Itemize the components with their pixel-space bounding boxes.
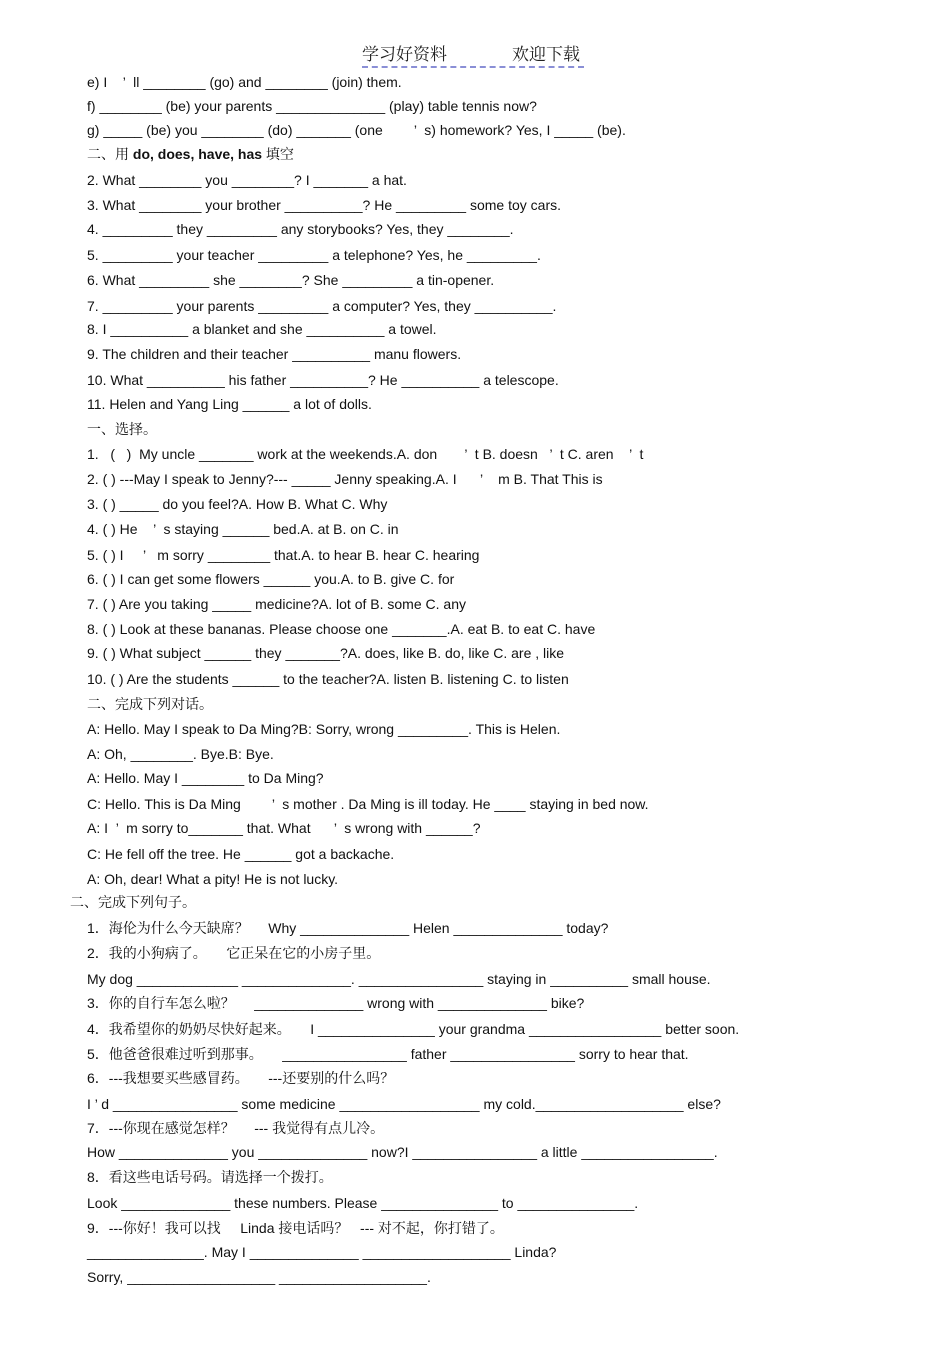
- line-text: Look ______________ these numbers. Please _______________ to _______________.: [87, 1195, 639, 1211]
- worksheet-line: [87, 720, 560, 738]
- line-text: e) I ’ ll ________ (go) and ________ (join) them.: [87, 74, 402, 90]
- line-text: 3. ( ) _____ do you feel?A. How B. What C. Why: [87, 496, 388, 512]
- line-text: 9. The children and their teacher __________ manu flowers.: [87, 346, 462, 362]
- line-text: 4. ( ) He ’ s staying ______ bed.A. at B. on C. in: [87, 521, 399, 537]
- worksheet-line: [87, 520, 399, 538]
- line-text: I ’ d ________________ some medicine __________________ my cold.___________________ else?: [87, 1096, 721, 1112]
- page-header: [362, 40, 584, 68]
- line-text: 二、完成下列句子。: [70, 894, 196, 910]
- worksheet-line: [87, 1168, 333, 1186]
- line-text: 二、完成下列对话。: [87, 696, 213, 712]
- line-text: 7. _________ your parents _________ a computer? Yes, they __________.: [87, 298, 557, 314]
- worksheet-line: [87, 644, 564, 662]
- worksheet-line: [87, 670, 569, 688]
- line-text: How ______________ you ______________ now?I ________________ a little _________________.: [87, 1144, 718, 1160]
- worksheet-line: [87, 445, 643, 463]
- line-text: 5．他爸爸很难过听到那事。 ________________ father ________________ sorry to hear that.: [87, 1046, 689, 1062]
- worksheet-line: [87, 1219, 504, 1237]
- worksheet-line: [87, 795, 649, 813]
- line-text: C: Hello. This is Da Ming ’ s mother . Da Ming is ill today. He ____ staying in bed now.: [87, 796, 649, 812]
- line-text: 5. ( ) I ’ m sorry ________ that.A. to hear B. hear C. hearing: [87, 547, 480, 563]
- worksheet-line: [87, 73, 402, 91]
- worksheet-line: [87, 994, 584, 1012]
- line-text: 2. What ________ you ________? I _______ a hat.: [87, 172, 407, 188]
- line-text: My dog _____________ ______________. ________________ staying in __________ small house.: [87, 971, 711, 987]
- line-text: 10. ( ) Are the students ______ to the teacher?A. listen B. listening C. to listen: [87, 671, 569, 687]
- line-text: A: Hello. May I speak to Da Ming?B: Sorry, wrong _________. This is Helen.: [87, 721, 561, 737]
- line-text: A: Hello. May I ________ to Da Ming?: [87, 770, 324, 786]
- worksheet-line: [87, 769, 324, 787]
- line-text: 7．---你现在感觉怎样？ --- 我觉得有点儿冷。: [87, 1120, 385, 1136]
- line-text-suffix: 填空: [262, 146, 294, 162]
- line-text: 4. _________ they _________ any storybooks? Yes, they ________.: [87, 221, 514, 237]
- worksheet-line: [87, 845, 394, 863]
- worksheet-line: [87, 371, 559, 389]
- worksheet-line: [87, 297, 556, 315]
- worksheet-line: [87, 745, 274, 763]
- worksheet-line: [87, 271, 494, 289]
- worksheet-line: [87, 870, 338, 888]
- line-text: 8. I __________ a blanket and she __________ a towel.: [87, 321, 437, 337]
- worksheet-line: [87, 970, 711, 988]
- worksheet-line: [87, 1069, 394, 1087]
- line-text: _______________. May I ______________ ___________________ Linda?: [87, 1244, 557, 1260]
- line-text: 2. ( ) ---May I speak to Jenny?--- _____ Jenny speaking.A. I ’ m B. That This is: [87, 471, 603, 487]
- worksheet-line: [87, 196, 561, 214]
- worksheet-line: [87, 1119, 384, 1137]
- line-text: 9．---你好！我可以找 Linda 接电话吗？ --- 对不起，你打错了。: [87, 1220, 504, 1236]
- worksheet-line: [87, 1268, 431, 1286]
- worksheet-line: [87, 546, 479, 564]
- header-right-text: 欢迎下载: [512, 45, 580, 65]
- line-text: 5. _________ your teacher _________ a telephone? Yes, he _________.: [87, 247, 541, 263]
- line-text: A: Oh, ________. Bye.B: Bye.: [87, 746, 274, 762]
- line-text: 3. What ________ your brother __________? He _________ some toy cars.: [87, 197, 561, 213]
- line-text: 8. ( ) Look at these bananas. Please choose one _______.A. eat B. to eat C. have: [87, 621, 596, 637]
- worksheet-line: [87, 121, 626, 139]
- line-text: A: Oh, dear! What a pity! He is not lucky.: [87, 871, 339, 887]
- line-text: 一、选择。: [87, 421, 157, 437]
- line-text: 3．你的自行车怎么啦？ ______________ wrong with ______________ bike?: [87, 995, 585, 1011]
- line-text: C: He fell off the tree. He ______ got a backache.: [87, 846, 395, 862]
- line-text: 6. What _________ she ________? She _________ a tin-opener.: [87, 272, 495, 288]
- worksheet-line: [87, 1045, 689, 1063]
- worksheet-line: [87, 171, 407, 189]
- line-text: 1．海伦为什么今天缺席？ Why ______________ Helen ______________ today?: [87, 920, 609, 936]
- line-bold-text: do, does, have, has: [132, 146, 263, 162]
- line-text: 8．看这些电话号码。请选择一个拨打。: [87, 1169, 333, 1185]
- line-text: 7. ( ) Are you taking _____ medicine?A. lot of B. some C. any: [87, 596, 466, 612]
- worksheet-line: [87, 395, 372, 413]
- worksheet-line: [87, 1243, 556, 1261]
- worksheet-line: [87, 320, 437, 338]
- line-text: 10. What __________ his father __________? He __________ a telescope.: [87, 372, 559, 388]
- worksheet-line: [87, 220, 514, 238]
- line-text: 6．---我想要买些感冒药。 ---还要别的什么吗？: [87, 1070, 395, 1086]
- worksheet-line: [87, 819, 481, 837]
- worksheet-line: [87, 919, 608, 937]
- worksheet-line: [87, 620, 595, 638]
- worksheet-line: [87, 1194, 638, 1212]
- line-text: f) ________ (be) your parents ______________ (play) table tennis now?: [87, 98, 537, 114]
- line-text: 1. ( ) My uncle _______ work at the weekends.A. don ’ t B. doesn ’ t C. aren ’ t: [87, 446, 644, 462]
- worksheet-line: [87, 97, 537, 115]
- worksheet-line: [87, 944, 380, 962]
- worksheet-line: [87, 1020, 739, 1038]
- worksheet-line: [87, 345, 461, 363]
- worksheet-line: [87, 145, 294, 163]
- line-text: Sorry, ___________________ ___________________.: [87, 1269, 431, 1285]
- worksheet-line: [87, 495, 387, 513]
- worksheet-line: [87, 420, 157, 438]
- worksheet-line: [87, 595, 466, 613]
- worksheet-line: [87, 1095, 721, 1113]
- worksheet-line: [87, 1143, 718, 1161]
- worksheet-line: [87, 246, 541, 264]
- worksheet-line: [87, 695, 213, 713]
- line-text: 2．我的小狗病了。 它正呆在它的小房子里。: [87, 945, 381, 961]
- line-text: 6. ( ) I can get some flowers ______ you.A. to B. give C. for: [87, 571, 455, 587]
- line-text: 4．我希望你的奶奶尽快好起来。 I _______________ your grandma _________________ better soon.: [87, 1021, 740, 1037]
- line-text: 二、用: [87, 146, 133, 162]
- worksheet-line: [87, 570, 454, 588]
- header-left-text: 学习好资料: [362, 45, 447, 65]
- line-text: A: I ’ m sorry to_______ that. What ’ s wrong with ______?: [87, 820, 481, 836]
- line-text: 11. Helen and Yang Ling ______ a lot of dolls.: [87, 396, 372, 412]
- line-text: g) _____ (be) you ________ (do) _______ (one ’ s) homework? Yes, I _____ (be).: [87, 122, 626, 138]
- line-text: 9. ( ) What subject ______ they _______?A. does, like B. do, like C. are , like: [87, 645, 565, 661]
- worksheet-line: [70, 893, 196, 911]
- worksheet-line: [87, 470, 603, 488]
